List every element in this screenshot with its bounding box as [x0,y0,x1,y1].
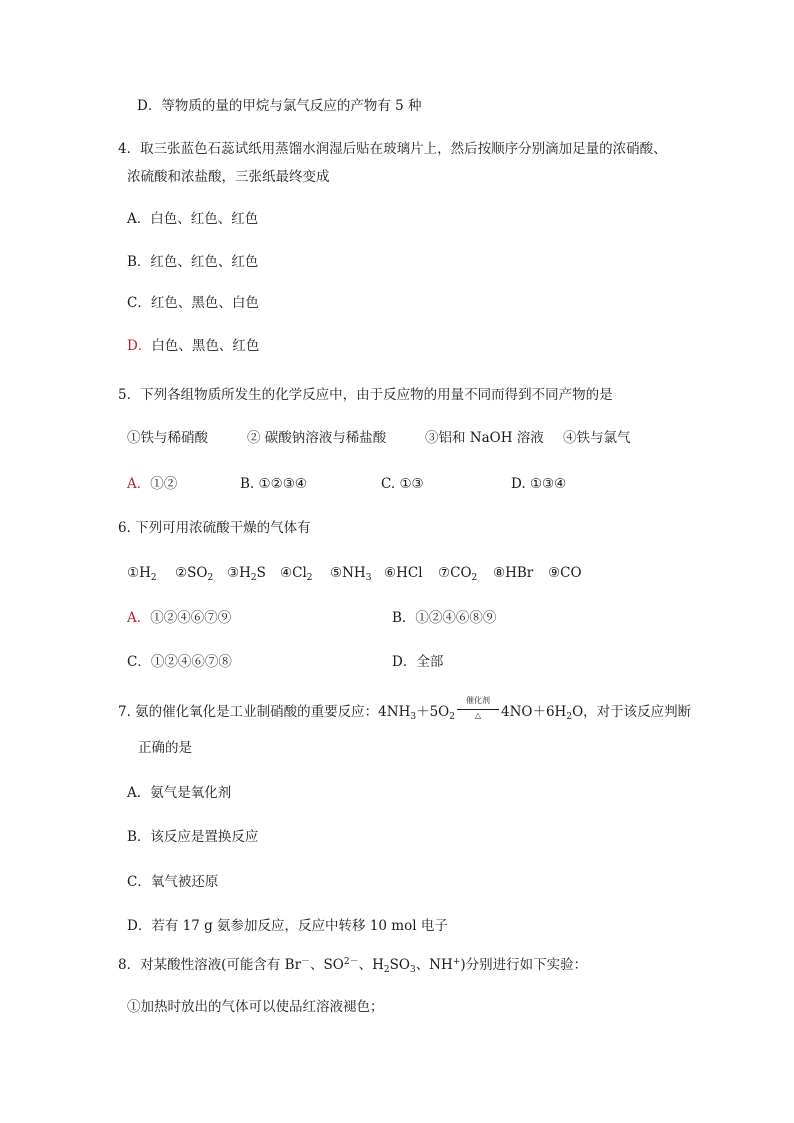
gas-co2: $⑦CO_2$ [438,565,478,583]
q7-option-b: B．该反应是置换反应 [127,829,259,845]
q4-stem-line2: 浓硫酸和浓盐酸，三张纸最终变成 [127,169,330,185]
q5-option-d: D. ①③④ [511,476,567,492]
option-letter: B． [127,254,151,270]
gas-hbr: ⑧HBr [493,565,534,581]
gas-h2: $①H_2$ [127,565,157,583]
q6-option-b: B．①②④⑥⑧⑨ [392,610,497,626]
q5-option-b: B. ①②③④ [240,476,307,492]
option-letter: C． [127,295,151,311]
q4-option-b [127,252,258,272]
option-text: 白色、黑色、红色 [151,338,260,354]
q6-option-d: D．全部 [392,654,444,670]
q5-item-4: ④铁与氯气 [563,430,631,446]
q7-stem-line1: 7. 氨的催化氧化是工业制硝酸的重要反应：$4NH_3+5O_2$ $\frac{\text{催化剂}}{\triangle}$ $4NO+6H_2O$，对于该反应判断 [118,696,692,722]
gas-co: ⑨CO [548,565,582,581]
q8-stem: 8．对某酸性溶液(可能含有 Br－、$SO^{2-}$、$H_2SO_3$、NH+)分别进行如下实验： [118,957,588,975]
gas-nh3: $⑤NH_3$ [330,565,372,583]
q4-option-a [127,209,258,229]
answer-letter: A． [127,610,151,626]
q5-item-2: ② 碳酸钠溶液与稀盐酸 [247,430,387,446]
answer-letter: D． [127,338,152,354]
q7-option-a: A．氨气是氧化剂 [127,785,232,801]
gas-h2s: $③H_2S$ [227,565,266,583]
q4-option-c [127,293,259,313]
q5-option-a: A．①② [127,476,178,492]
q5-item-3: ③铝和 NaOH 溶液 [425,430,544,446]
gas-hcl: ⑥HCl [384,565,423,581]
q7-option-d: D．若有 17 g 氨参加反应，反应中转移 10 mol 电子 [127,918,448,934]
q6-option-a: A．①②④⑥⑦⑨ [127,610,232,626]
option-letter: A． [127,211,151,227]
option-text: 红色、黑色、白色 [150,295,259,311]
option-text: 红色、红色、红色 [150,254,259,270]
q6-stem: 6. 下列可用浓硫酸干燥的气体有 [118,520,311,536]
q4-option-d [127,336,259,356]
q5-option-c: C. ①③ [381,476,424,492]
reaction-condition-arrow [455,696,501,722]
answer-letter: A． [127,476,151,492]
gas-so2: $②SO_2$ [175,565,214,583]
q5-items [127,428,631,448]
q6-gases [127,563,582,583]
q6-option-c: C．①②④⑥⑦⑧ [127,654,232,670]
q3-option-d: D．等物质的量的甲烷与氯气反应的产物有 5 种 [137,98,422,114]
q5-options [127,474,566,494]
q5-item-1: ①铁与稀硝酸 [127,430,208,446]
q8-step-1: ①加热时放出的气体可以使品红溶液褪色； [127,999,384,1015]
catalyst-label: 催化剂 [466,696,490,705]
q5-stem: 5．下列各组物质所发生的化学反应中，由于反应物的用量不同而得到不同产物的是 [118,387,613,403]
gas-cl2: $④Cl_2$ [280,565,313,583]
q7-option-c: C．氧气被还原 [127,874,219,890]
heat-symbol: △ [474,711,482,720]
q4-stem-line1: 4．取三张蓝色石蕊试纸用蒸馏水润湿后贴在玻璃片上，然后按顺序分别滴加足量的浓硝酸、 [118,141,667,157]
q7-stem-line2: 正确的是 [138,740,192,756]
option-text: 白色、红色、红色 [150,211,259,227]
